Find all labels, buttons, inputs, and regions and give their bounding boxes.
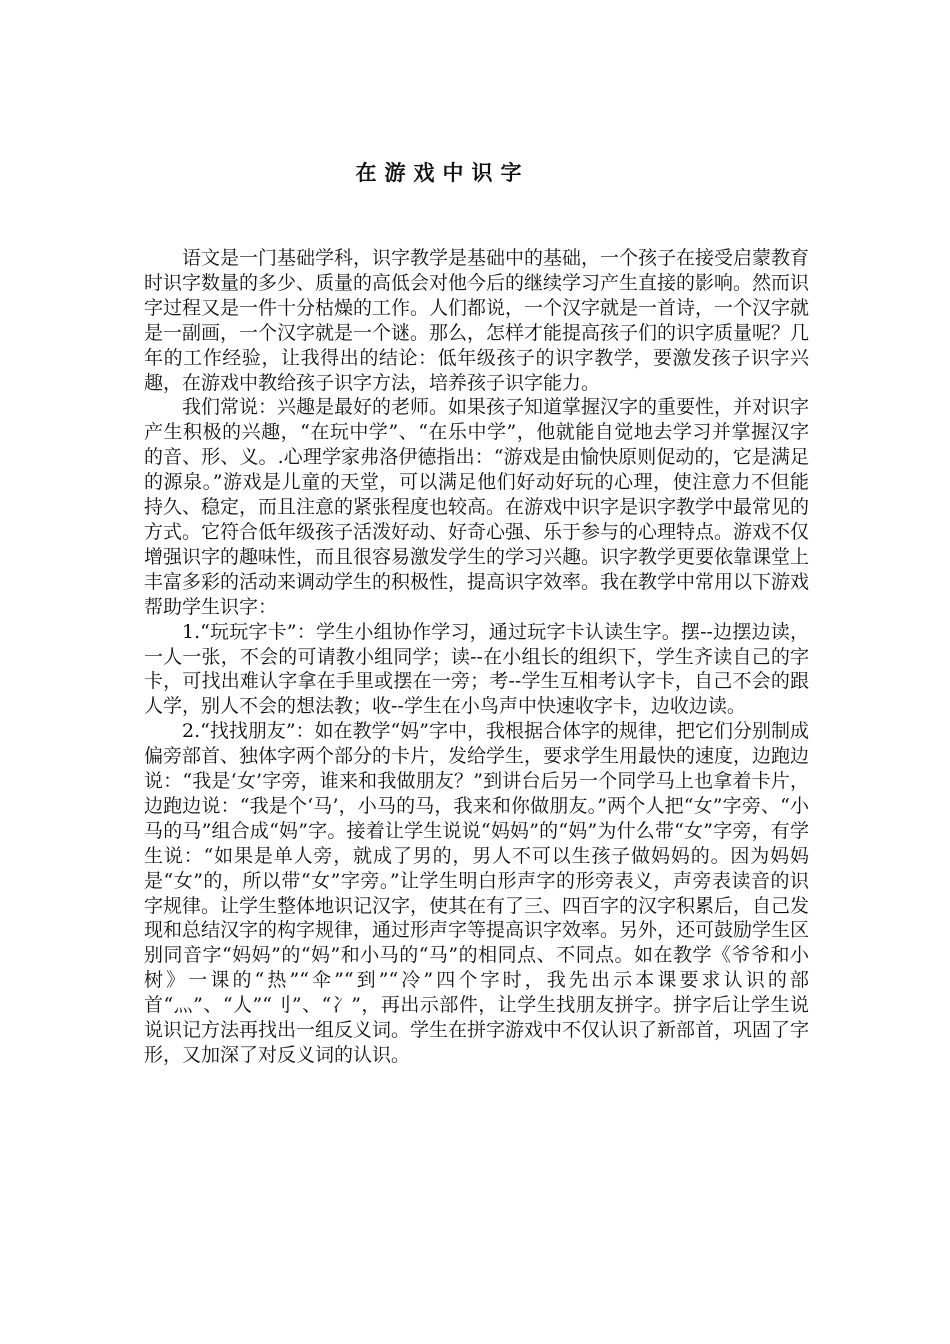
- paragraph-interest: 我们常说：兴趣是最好的老师。如果孩子知道掌握汉字的重要性，并对识字产生积极的兴趣，“在玩中学”、“在乐中学”，他就能自觉地去学习并掌握汉字的音、形、义。.心理学家弗洛伊德指出：“游戏是由愉快原则促动的，它是满足的源泉。”游戏是儿童的天堂，可以满足他们好动好玩的心理，使注意力不但能持久、稳定，而且注意的紧张程度也较高。在游戏中识字是识字教学中最常见的方式。它符合低年级孩子活泼好动、好奇心强、乐于参与的心理特点。游戏不仅增强识字的趣味性，而且很容易激发学生的学习兴趣。识字教学更要依靠课堂上丰富多彩的活动来调动学生的积极性，提高识字效率。我在教学中常用以下游戏帮助学生识字：: [144, 396, 810, 618]
- document-body: [144, 246, 809, 1068]
- document-title: 在游戏中识字: [355, 160, 530, 185]
- paragraph-game-1-word-cards: 1.“玩玩字卡”：学生小组协作学习，通过玩字卡认读生字。摆--边摆边读，一人一张，不会的可请教小组同学；读--在小组长的组织下，学生齐读自己的字卡，可找出难认字拿在手里或摆在一旁；考--学生互相考认字卡，自己不会的跟人学，别人不会的想法教；收--学生在小鸟声中快速收字卡，边收边读。: [144, 620, 809, 718]
- paragraph-game-2-find-friends: 2.“找找朋友”：如在教学“妈”字中，我根据合体字的规律，把它们分别制成偏旁部首、独体字两个部分的卡片，发给学生，要求学生用最快的速度，边跑边说：“我是‘女’字旁，谁来和我做朋友？”到讲台后另一个同学马上也拿着卡片，边跑边说：“我是个‘马’，小马的马，我来和你做朋友。”两个人把“女”字旁、“小马的马”组合成“妈”字。接着让学生说说“妈妈”的“妈”为什么带“女”字旁，有学生说：“如果是单人旁，就成了男的，男人不可以生孩子做妈妈的。因为妈妈是“女”的，所以带“女”字旁。”让学生明白形声字的形旁表义，声旁表读音的识字规律。让学生整体地识记汉字，使其在有了三、四百字的汉字积累后，自己发现和总结汉字的构字规律，通过形声字等提高识字效率。另外，还可鼓励学生区别同音字“妈妈”的“妈”和小马的“马”的相同点、不同点。如在教学《爷爷和小树》一课的“热”“伞”“到”“冷”四个字时，我先出示本课要求认识的部首“灬”、“人”“刂”、“冫”，再出示部件，让学生找朋友拼字。拼字后让学生说说识记方法再找出一组反义词。学生在拼字游戏中不仅认识了新部首，巩固了字形，又加深了对反义词的认识。: [144, 720, 810, 1066]
- paragraph-intro: 语文是一门基础学科，识字教学是基础中的基础，一个孩子在接受启蒙教育时识字数量的多少、质量的高低会对他今后的继续学习产生直接的影响。然而识字过程又是一件十分枯燥的工作。人们都说，一个汉字就是一首诗，一个汉字就是一副画，一个汉字就是一个谜。那么，怎样才能提高孩子们的识字质量呢？几年的工作经验，让我得出的结论：低年级孩子的识字教学，要激发孩子识字兴趣，在游戏中教给孩子识字方法，培养孩子识字能力。: [144, 247, 810, 394]
